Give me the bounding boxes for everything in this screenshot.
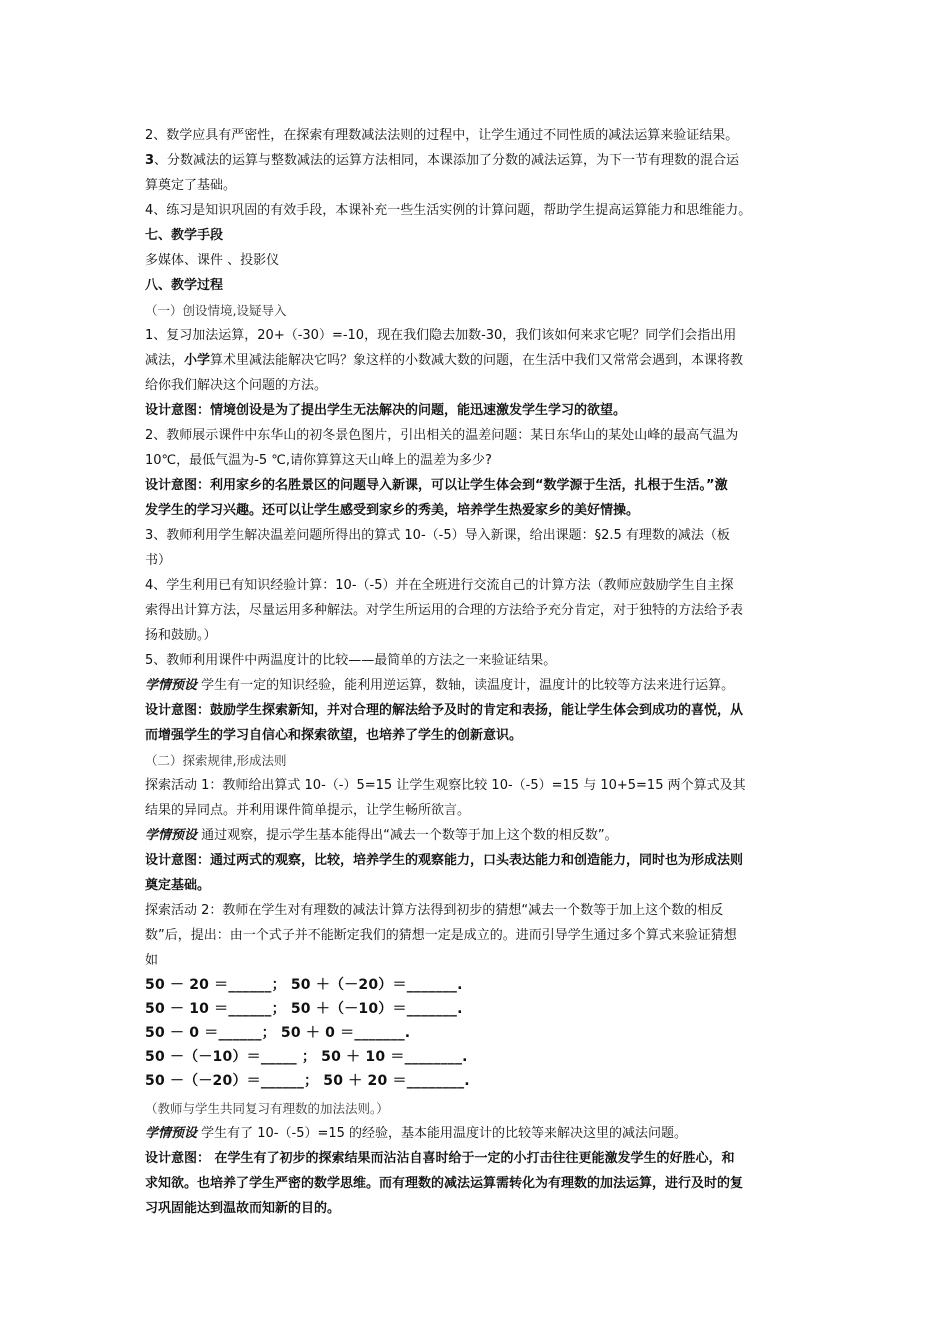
preview-label: 学情预设 xyxy=(145,1126,198,1141)
text-line: 1、复习加法运算，20+（-30）=-10，现在我们隐去加数-30，我们该如何来求它呢？同学们会指出用 xyxy=(145,328,737,343)
text-span: 、分数减法的运算与整数减法的运算方法相同，本课添加了分数的减法运算，为下一节有理数的混合运 xyxy=(154,153,740,168)
text-line xyxy=(145,827,815,845)
design-intent: 设计意图： 在学生有了初步的探索结果而沾沾自喜时给于一定的小打击往往更能激发学生的好胜心，和 xyxy=(145,1151,735,1166)
text-line: 多媒体、课件 、投影仪 xyxy=(145,253,280,268)
text-line: 4、练习是知识巩固的有效手段，本课补充一些生活实例的计算问题，帮助学生提高运算能力和思维能力。 xyxy=(145,203,752,218)
text-line: 结果的异同点。并利用课件简单提示，让学生畅所欲言。 xyxy=(145,803,471,818)
subsection-heading: （一）创设情境,设疑导入 xyxy=(145,303,287,318)
text-line: 探索活动 2：教师在学生对有理数的减法计算方法得到初步的猜想“减去一个数等于加上这个数的相反 xyxy=(145,903,724,918)
equation-line: 50 － 10 ＝______； 50 ＋（－10）＝_______. xyxy=(145,1001,463,1017)
bold-span: 小学 xyxy=(184,353,211,368)
text-line: 2、数学应具有严密性，在探索有理数减法法则的过程中，让学生通过不同性质的减法运算来验证结果。 xyxy=(145,128,739,143)
subsection-heading: （二）探索规律,形成法则 xyxy=(145,753,287,768)
text-span: 学生有一定的知识经验，能利用逆运算，数轴，读温度计，温度计的比较等方法来进行运算。 xyxy=(197,678,735,693)
text-line xyxy=(145,152,815,170)
text-span: 通过观察，提示学生基本能得出“减去一个数等于加上这个数的相反数”。 xyxy=(197,828,618,843)
equation-line: 50 －（－10）＝_____ ； 50 ＋ 10 ＝________. xyxy=(145,1049,468,1065)
text-line: 数”后，提出：由一个式子并不能断定我们的猜想一定是成立的。进而引导学生通过多个算式来验证猜想 xyxy=(145,928,737,943)
text-line xyxy=(145,352,815,370)
text-line: 扬和鼓励。） xyxy=(145,628,217,643)
text-span: 减法， xyxy=(145,353,185,368)
design-intent: 设计意图：利用家乡的名胜景区的问题导入新课，可以让学生体会到“数学源于生活，扎根于生活。”激 xyxy=(145,478,728,493)
text-line: 如 xyxy=(145,953,159,968)
equation-line: 50 － 20 ＝______； 50 ＋（－20）＝_______. xyxy=(145,977,463,993)
design-intent: 奠定基础。 xyxy=(145,878,211,893)
text-line: 3、教师利用学生解决温差问题所得出的算式 10-（-5）导入新课，给出课题：§2.5 有理数的减法（板 xyxy=(145,528,730,543)
text-line xyxy=(145,1125,815,1143)
text-line: （教师与学生共同复习有理数的加法法则。） xyxy=(145,1101,389,1116)
text-line: 书） xyxy=(145,553,172,568)
text-line: 给你我们解决这个问题的方法。 xyxy=(145,378,328,393)
item-number: 3 xyxy=(145,153,155,168)
text-span: 算术里减法能解决它吗？象这样的小数减大数的问题，在生活中我们又常常会遇到，本课将教 xyxy=(210,353,744,368)
section-heading: 八、教学过程 xyxy=(145,278,224,293)
design-intent: 设计意图：通过两式的观察，比较，培养学生的观察能力，口头表达能力和创造能力，同时也为形成法则 xyxy=(145,853,744,868)
preview-label: 学情预设 xyxy=(145,828,198,843)
preview-label: 学情预设 xyxy=(145,678,198,693)
text-line: 5、教师利用课件中两温度计的比较——最简单的方法之一来验证结果。 xyxy=(145,653,557,668)
design-intent: 而增强学生的学习自信心和探索欲望，也培养了学生的创新意识。 xyxy=(145,728,523,743)
equation-line: 50 －（－20）＝______； 50 ＋ 20 ＝________. xyxy=(145,1073,470,1089)
text-line: 算奠定了基础。 xyxy=(145,178,237,193)
text-line xyxy=(145,677,815,695)
design-intent: 习巩固能达到温故而知新的目的。 xyxy=(145,1201,341,1216)
design-intent: 发学生的学习兴趣。还可以让学生感受到家乡的秀美，培养学生热爱家乡的美好情操。 xyxy=(145,503,640,518)
design-intent: 设计意图：情境创设是为了提出学生无法解决的问题，能迅速激发学生学习的欲望。 xyxy=(145,403,627,418)
equation-line: 50 － 0 ＝______； 50 ＋ 0 ＝_______. xyxy=(145,1025,411,1041)
text-line: 10℃，最低气温为-5 ℃,请你算算这天山峰上的温差为多少? xyxy=(145,453,492,468)
design-intent: 设计意图：鼓励学生探索新知，并对合理的解法给予及时的肯定和表扬，能让学生体会到成功的喜悦，从 xyxy=(145,703,744,718)
text-line: 4、学生利用已有知识经验计算：10-（-5）并在全班进行交流自己的计算方法（教师应鼓励学生自主探 xyxy=(145,578,734,593)
text-line: 探索活动 1：教师给出算式 10-（-）5=15 让学生观察比较 10-（-5）=15 与 10+5=15 两个算式及其 xyxy=(145,778,746,793)
design-intent: 求知欲。也培养了学生严密的数学思维。而有理数的减法运算需转化为有理数的加法运算，进行及时的复 xyxy=(145,1176,744,1191)
text-span: 学生有了 10-（-5）=15 的经验，基本能用温度计的比较等来解决这里的减法问题。 xyxy=(197,1126,688,1141)
text-line: 索得出计算方法，尽量运用多种解法。对学生所运用的合理的方法给予充分肯定，对于独特的方法给予表 xyxy=(145,603,744,618)
section-heading: 七、教学手段 xyxy=(145,228,224,243)
text-line: 2、教师展示课件中东华山的初冬景色图片，引出相关的温差问题：某日东华山的某处山峰的最高气温为 xyxy=(145,428,739,443)
